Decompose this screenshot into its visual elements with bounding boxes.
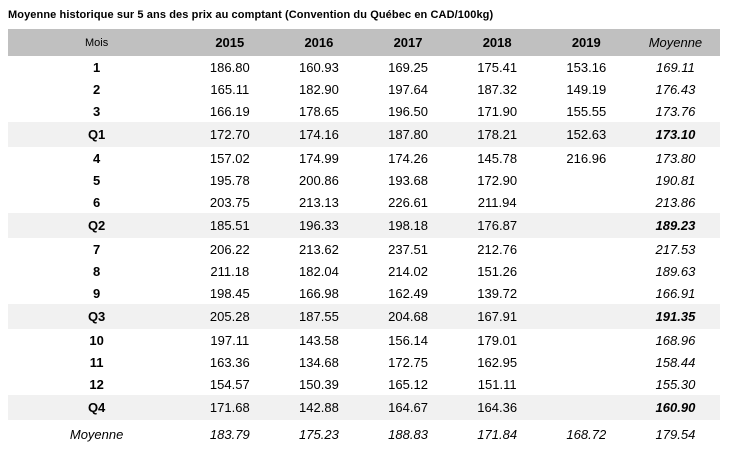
- table-cell: 165.12: [388, 376, 428, 392]
- table-cell: 166.19: [209, 103, 250, 119]
- table-cell: 226.61: [388, 194, 428, 210]
- table-cell: [542, 191, 631, 213]
- table-cell: 165.11: [210, 81, 250, 97]
- table-row-q3: [8, 304, 720, 329]
- table-cell: 162.49: [388, 285, 428, 301]
- table-row-7: [8, 238, 720, 260]
- table-cell: 204.68: [388, 309, 428, 324]
- table-row-4: [8, 147, 720, 169]
- row-label: 5: [93, 172, 101, 188]
- column-header-2019: 2019: [571, 35, 601, 50]
- table-cell: 179.01: [477, 332, 518, 348]
- table-cell: 193.68: [388, 172, 428, 188]
- table-cell: [542, 238, 631, 260]
- table-cell: 173.10: [655, 127, 696, 142]
- row-label: 10: [89, 332, 104, 348]
- column-header-2016: 2016: [304, 35, 334, 50]
- table-cell: 171.90: [477, 103, 518, 119]
- table-cell: 197.64: [388, 81, 428, 97]
- table-cell: 178.21: [477, 127, 518, 142]
- table-cell: 145.78: [477, 150, 518, 166]
- table-cell: [542, 282, 631, 304]
- table-cell: 189.23: [655, 218, 696, 233]
- row-label: Q3: [87, 309, 106, 324]
- table-cell: 168.96: [655, 332, 696, 348]
- table-row-12: [8, 373, 720, 395]
- table-cell: 167.91: [477, 309, 518, 324]
- table-cell: 154.57: [209, 376, 250, 392]
- table-cell: 187.55: [299, 309, 339, 324]
- table-row-q1: [8, 122, 720, 147]
- table-row-moyenne: [8, 420, 720, 449]
- table-cell: 174.99: [299, 150, 339, 166]
- table-row-10: [8, 329, 720, 351]
- table-cell: [542, 329, 631, 351]
- table-cell: 178.65: [299, 103, 339, 119]
- table-cell: 155.30: [655, 376, 696, 392]
- table-cell: 191.35: [655, 309, 696, 324]
- table-row-5: [8, 169, 720, 191]
- table-cell: 173.76: [655, 103, 696, 119]
- row-label: Q4: [87, 400, 106, 415]
- table-cell: 160.90: [655, 400, 696, 415]
- table-cell: [542, 395, 631, 420]
- table-cell: 175.23: [299, 427, 339, 442]
- table-cell: 169.25: [388, 59, 428, 75]
- table-cell: 188.83: [388, 427, 428, 442]
- table-row-8: [8, 260, 720, 282]
- row-label: 3: [93, 103, 101, 119]
- table-cell: [542, 213, 631, 238]
- table-cell: 151.26: [477, 263, 518, 279]
- table-cell: 183.79: [209, 427, 250, 442]
- table-row-11: [8, 351, 720, 373]
- table-cell: 158.44: [655, 354, 696, 370]
- column-header-2017: 2017: [393, 35, 423, 50]
- table-cell: [542, 351, 631, 373]
- header-row: [8, 29, 720, 56]
- table-row-q2: [8, 213, 720, 238]
- price-table: [8, 29, 720, 449]
- table-cell: 164.67: [388, 400, 428, 415]
- table-cell: 197.11: [210, 332, 250, 348]
- table-cell: [542, 304, 631, 329]
- table-cell: 151.11: [477, 376, 517, 392]
- table-cell: 182.90: [299, 81, 339, 97]
- table-cell: 189.63: [655, 263, 696, 279]
- row-label: 4: [93, 150, 101, 166]
- table-row-9: [8, 282, 720, 304]
- table-cell: 179.54: [655, 427, 696, 442]
- table-cell: 172.75: [388, 354, 428, 370]
- table-cell: 143.58: [299, 332, 339, 348]
- table-cell: 160.93: [299, 59, 339, 75]
- table-cell: 196.33: [299, 218, 339, 233]
- row-label: 9: [93, 285, 101, 301]
- row-label: Q2: [87, 218, 106, 233]
- table-row-1: [8, 56, 720, 78]
- table-cell: 206.22: [209, 241, 250, 257]
- table-row-q4: [8, 395, 720, 420]
- table-cell: 172.70: [209, 127, 250, 142]
- row-label: 7: [93, 241, 101, 257]
- table-cell: 171.84: [477, 427, 518, 442]
- table-cell: 203.75: [209, 194, 250, 210]
- column-header-mois: Mois: [85, 36, 109, 49]
- table-cell: 213.13: [299, 194, 339, 210]
- table-cell: 134.68: [299, 354, 339, 370]
- table-cell: 153.16: [566, 59, 607, 75]
- table-cell: 217.53: [655, 241, 696, 257]
- row-label: 11: [89, 354, 104, 370]
- row-label: 12: [89, 376, 104, 392]
- table-cell: 139.72: [477, 285, 518, 301]
- table-cell: 152.63: [566, 127, 607, 142]
- table-cell: 157.02: [209, 150, 250, 166]
- table-cell: 149.19: [566, 81, 607, 97]
- column-header-2015: 2015: [215, 35, 245, 50]
- row-label: Moyenne: [69, 427, 124, 442]
- row-label: 1: [93, 59, 101, 75]
- table-cell: 176.43: [655, 81, 696, 97]
- table-row-2: [8, 78, 720, 100]
- table-cell: [542, 373, 631, 395]
- table-cell: 205.28: [209, 309, 250, 324]
- table-cell: 164.36: [477, 400, 518, 415]
- table-cell: 150.39: [299, 376, 339, 392]
- table-cell: 198.45: [209, 285, 250, 301]
- table-cell: 211.18: [210, 263, 250, 279]
- table-cell: 163.36: [209, 354, 250, 370]
- table-cell: 156.14: [388, 332, 428, 348]
- table-cell: 213.62: [299, 241, 339, 257]
- table-cell: [542, 169, 631, 191]
- table-cell: 190.81: [655, 172, 696, 188]
- table-cell: 169.11: [656, 59, 695, 75]
- row-label: 8: [93, 263, 101, 279]
- table-cell: 198.18: [388, 218, 428, 233]
- table-body: [8, 56, 720, 449]
- table-header: [8, 29, 720, 56]
- page-title: Moyenne historique sur 5 ans des prix au comptant (Convention du Québec en CAD/100kg): [8, 9, 494, 21]
- table-row-6: [8, 191, 720, 213]
- table-cell: 187.80: [388, 127, 428, 142]
- table-cell: 174.26: [388, 150, 428, 166]
- table-cell: 213.86: [655, 194, 696, 210]
- table-cell: 155.55: [566, 103, 607, 119]
- table-cell: 166.91: [655, 285, 696, 301]
- table-cell: 166.98: [299, 285, 339, 301]
- table-cell: 186.80: [209, 59, 250, 75]
- table-cell: 196.50: [388, 103, 428, 119]
- table-cell: 214.02: [388, 263, 428, 279]
- column-header-moyenne: Moyenne: [648, 35, 703, 50]
- table-cell: 162.95: [477, 354, 518, 370]
- table-cell: 211.94: [477, 194, 517, 210]
- table-cell: 212.76: [477, 241, 518, 257]
- table-cell: 142.88: [299, 400, 339, 415]
- table-cell: 173.80: [655, 150, 696, 166]
- table-cell: [542, 260, 631, 282]
- table-cell: 172.90: [477, 172, 518, 188]
- table-cell: 168.72: [566, 427, 607, 442]
- row-label: 2: [93, 81, 101, 97]
- row-label: Q1: [87, 127, 106, 142]
- table-cell: 237.51: [388, 241, 428, 257]
- table-cell: 174.16: [299, 127, 339, 142]
- table-cell: 187.32: [477, 81, 518, 97]
- table-cell: 175.41: [477, 59, 518, 75]
- table-cell: 195.78: [209, 172, 250, 188]
- row-label: 6: [93, 194, 101, 210]
- table-cell: 216.96: [566, 150, 607, 166]
- table-cell: 185.51: [209, 218, 250, 233]
- table-cell: 171.68: [209, 400, 250, 415]
- table-cell: 200.86: [299, 172, 339, 188]
- table-row-3: [8, 100, 720, 122]
- table-cell: 182.04: [299, 263, 339, 279]
- column-header-2018: 2018: [482, 35, 512, 50]
- table-cell: 176.87: [477, 218, 518, 233]
